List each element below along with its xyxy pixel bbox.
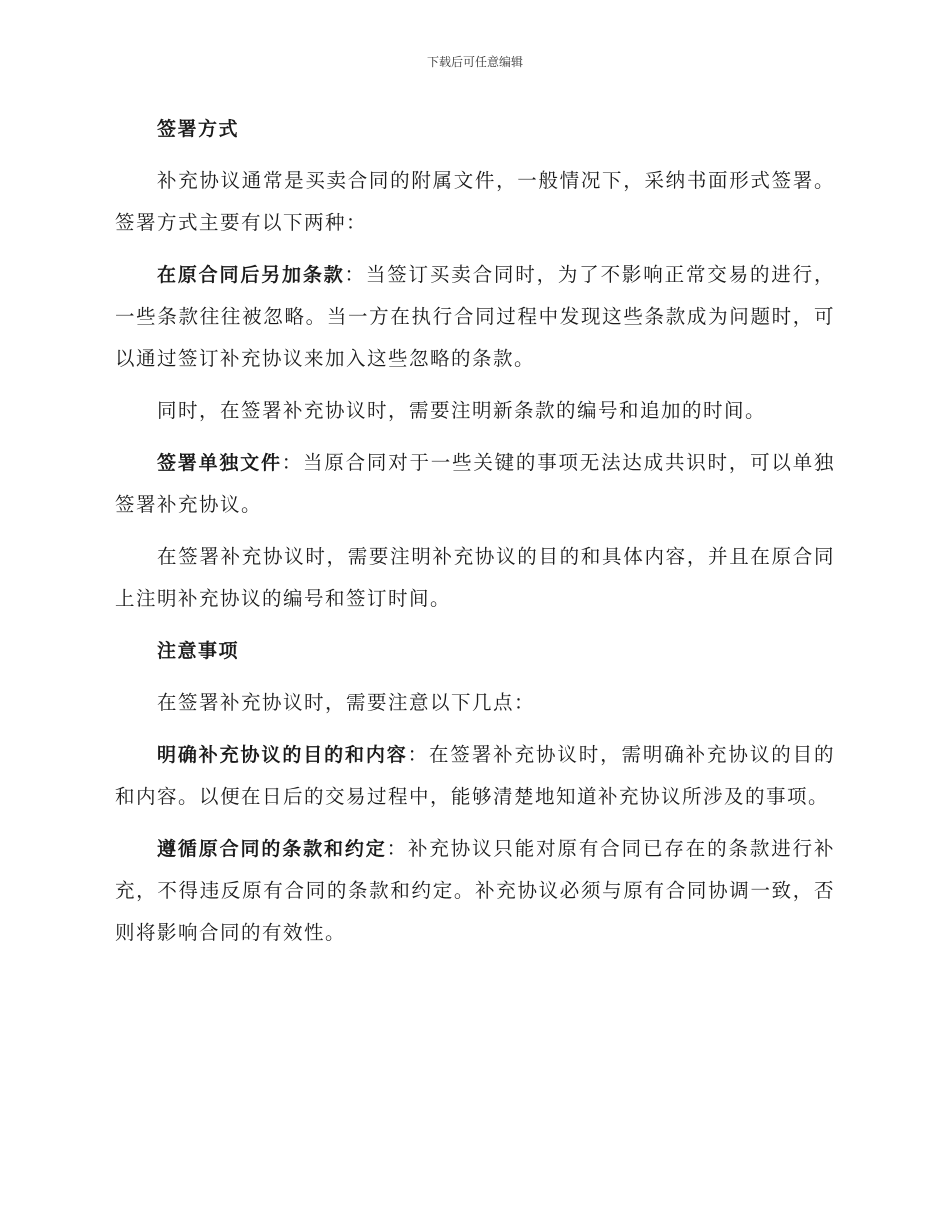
paragraph-separate-document-note: 在签署补充协议时，需要注明补充协议的目的和具体内容，并且在原合同上注明补充协议的编号和签订时间。	[115, 545, 835, 610]
separate-document-lead: 签署单独文件	[157, 452, 282, 474]
paragraph-separate-document	[115, 442, 835, 526]
paragraph-purpose	[115, 734, 835, 818]
paragraph-append-clause-note: 同时，在签署补充协议时，需要注明新条款的编号和追加的时间。	[157, 399, 767, 422]
follow-original-text: ：补充协议只能对原有合同已存在的条款进行补充，不得违反原有合同的条款和约定。补充协议必须与原有合同协调一致，否则将影响合同的有效性。	[115, 837, 835, 944]
paragraph-append-clause	[115, 254, 835, 380]
separate-document-text: ：当原合同对于一些关键的事项无法达成共识时，可以单独签署补充协议。	[115, 451, 835, 516]
section-heading-signing-method: 签署方式	[157, 118, 240, 140]
paragraph-notes-intro: 在签署补充协议时，需要注意以下几点：	[157, 691, 536, 714]
paragraph-follow-original	[115, 828, 835, 954]
append-clause-lead: 在原合同后另加条款	[157, 264, 345, 286]
paragraph-signing-intro: 补充协议通常是买卖合同的附属文件，一般情况下，采纳书面形式签署。签署方式主要有以下两种：	[115, 169, 835, 234]
page-header: 下载后可任意编辑	[426, 55, 523, 69]
append-clause-text: ：当签订买卖合同时，为了不影响正常交易的进行，一些条款往往被忽略。当一方在执行合同过程中发现这些条款成为问题时，可以通过签订补充协议来加入这些忽略的条款。	[115, 263, 835, 370]
purpose-lead: 明确补充协议的目的和内容	[157, 744, 408, 766]
document-body	[115, 108, 835, 954]
purpose-text: ：在签署补充协议时，需明确补充协议的目的和内容。以便在日后的交易过程中，能够清楚地知道补充协议所涉及的事项。	[115, 743, 835, 808]
section-heading-notes: 注意事项	[157, 640, 240, 662]
follow-original-lead: 遵循原合同的条款和约定	[157, 838, 387, 860]
